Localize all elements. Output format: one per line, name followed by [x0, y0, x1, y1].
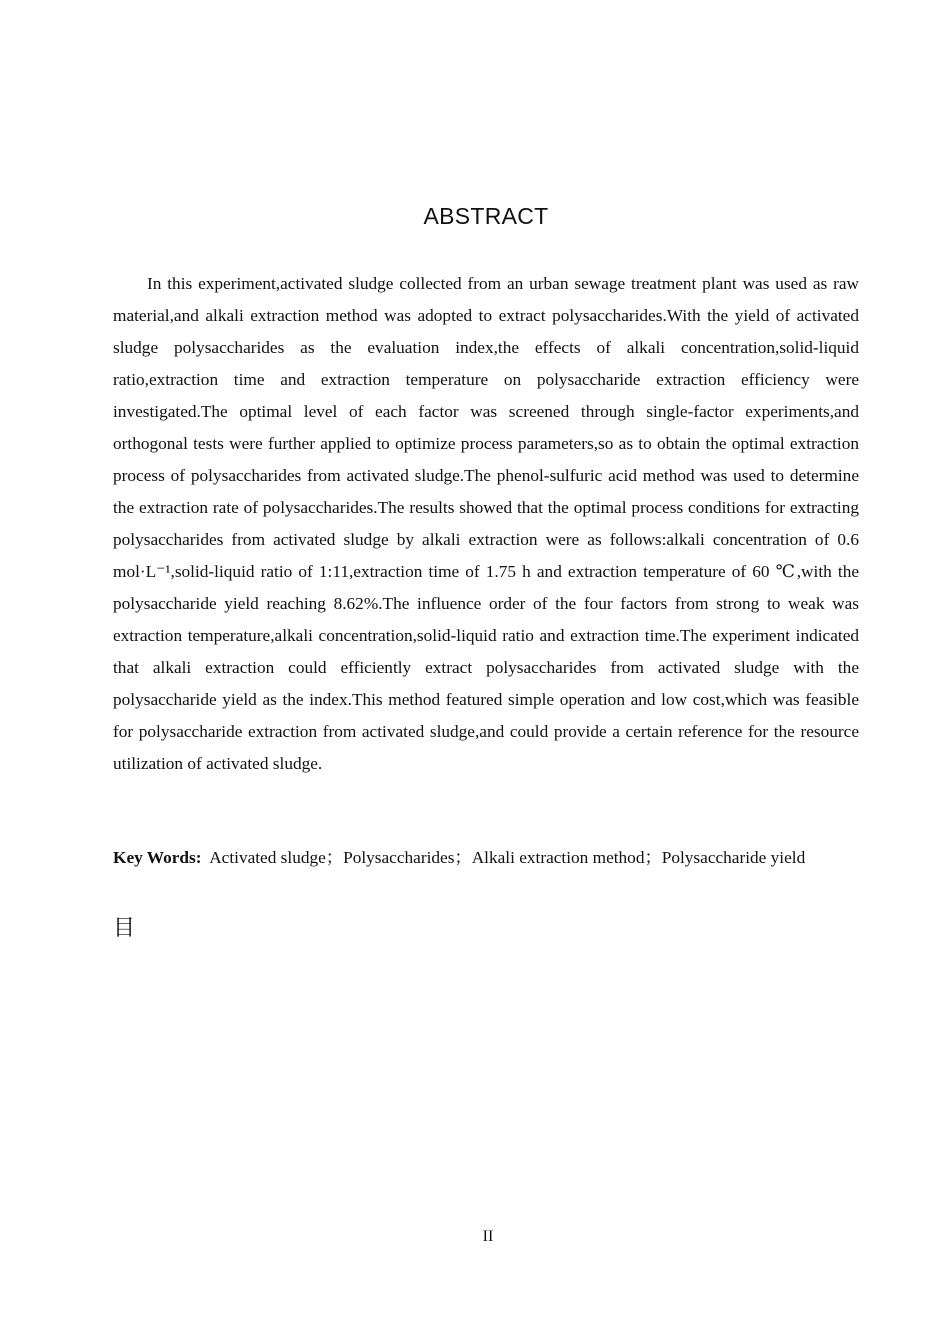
keywords-text: Activated sludge；Polysaccharides；Alkali extraction method；Polysaccharide yield: [209, 848, 806, 867]
keywords-label: Key Words:: [113, 848, 202, 867]
abstract-body: In this experiment,activated sludge collected from an urban sewage treatment plant was used as raw material,and alkali extraction method was adopted to extract polysaccharides.With the yield of activated sludge polysaccharides as the evaluation index,the effects of alkali concentration,solid-liquid ratio,extraction time and extraction temperature on polysaccharide extraction efficiency were investigated.The optimal level of each factor was screened through single-factor experiments,and orthogonal tests were further applied to optimize process parameters,so as to obtain the optimal extraction process of polysaccharides from activated sludge.The phenol-sulfuric acid method was used to determine the extraction rate of polysaccharides.The results showed that the optimal process conditions for extracting polysaccharides from activated sludge by alkali extraction were as follows:alkali concentration of 0.6 mol·L⁻¹,solid-liquid ratio of 1:11,extraction time of 1.75 h and extraction temperature of 60 ℃,with the polysaccharide yield reaching 8.62%.The influence order of the four factors from strong to weak was extraction temperature,alkali concentration,solid-liquid ratio and extraction time.The experiment indicated that alkali extraction could efficiently extract polysaccharides from activated sludge with the polysaccharide yield as the index.This method featured simple operation and low cost,which was feasible for polysaccharide extraction from activated sludge,and could provide a certain reference for the resource utilization of activated sludge.: [113, 274, 859, 773]
toc-heading-fragment: 目: [113, 916, 136, 941]
page-number: II: [482, 1228, 494, 1245]
keywords-line: [113, 842, 859, 873]
abstract-title: ABSTRACT: [423, 203, 549, 229]
